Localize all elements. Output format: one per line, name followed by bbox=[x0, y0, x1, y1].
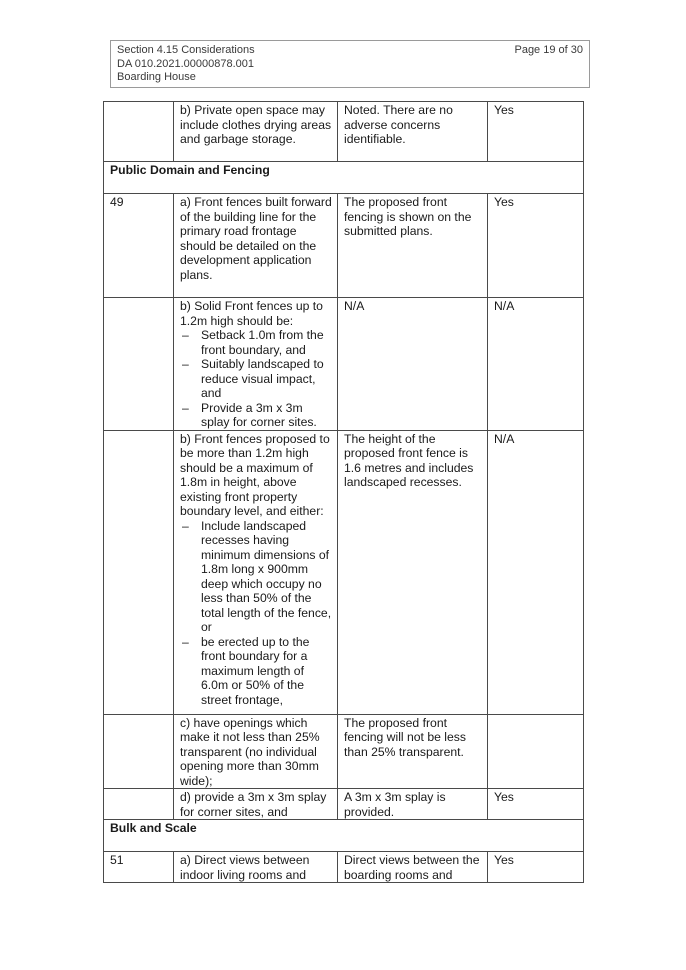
table-row bbox=[104, 852, 584, 883]
control-intro: b) Front fences proposed to be more than 1.2m high should be a maximum of 1.8m in height, above existing front property boundary level, and either: bbox=[180, 431, 330, 518]
table-row bbox=[104, 789, 584, 820]
complies-value: N/A bbox=[488, 298, 584, 431]
list-item: – Include landscaped recesses having minimum dimensions of 1.8m long x 900mm deep which occupy no less than 50% of the total length of the fence, or bbox=[180, 519, 332, 635]
clause-number: 49 bbox=[104, 194, 174, 298]
header-section-title: Section 4.15 Considerations bbox=[117, 44, 255, 56]
list-item: – Provide a 3m x 3m splay for corner sites. bbox=[180, 401, 332, 430]
control-text bbox=[174, 298, 338, 431]
table-row bbox=[104, 430, 584, 714]
section-row bbox=[104, 162, 584, 194]
header-da-number: DA 010.2021.00000878.001 bbox=[117, 57, 255, 70]
comment-text: N/A bbox=[338, 298, 488, 431]
control-text: a) Direct views between indoor living rooms and bbox=[174, 852, 338, 883]
control-bullet-list bbox=[180, 328, 332, 430]
control-text bbox=[174, 430, 338, 714]
clause-number-blank bbox=[104, 298, 174, 431]
clause-number-blank bbox=[104, 714, 174, 789]
control-text: b) Private open space may include clothes drying areas and garbage storage. bbox=[174, 102, 338, 162]
table-row bbox=[104, 298, 584, 431]
section-heading-bulk-scale: Bulk and Scale bbox=[104, 820, 584, 852]
clause-number bbox=[104, 102, 174, 162]
table-row bbox=[104, 194, 584, 298]
clause-number: 51 bbox=[104, 852, 174, 883]
comment-text: Direct views between the boarding rooms and bbox=[338, 852, 488, 883]
control-text: c) have openings which make it not less than 25% transparent (no individual opening more than 30mm wide); bbox=[174, 714, 338, 789]
complies-value: Yes bbox=[488, 789, 584, 820]
table-row bbox=[104, 714, 584, 789]
control-intro: b) Solid Front fences up to 1.2m high should be: bbox=[180, 299, 323, 328]
comment-text: The height of the proposed front fence is 1.6 metres and includes landscaped recesses. bbox=[338, 430, 488, 714]
complies-value: Yes bbox=[488, 194, 584, 298]
complies-value: Yes bbox=[488, 852, 584, 883]
compliance-table bbox=[103, 101, 584, 883]
comment-text: Noted. There are no adverse concerns identifiable. bbox=[338, 102, 488, 162]
complies-value: N/A bbox=[488, 430, 584, 714]
page-header bbox=[110, 40, 590, 88]
list-item: – Suitably landscaped to reduce visual impact, and bbox=[180, 357, 332, 401]
list-item: – be erected up to the front boundary for a maximum length of 6.0m or 50% of the street frontage, bbox=[180, 635, 332, 708]
list-item: – Setback 1.0m from the front boundary, and bbox=[180, 328, 332, 357]
section-heading-public-domain: Public Domain and Fencing bbox=[104, 162, 584, 194]
clause-number-blank bbox=[104, 430, 174, 714]
comment-text: The proposed front fencing will not be less than 25% transparent. bbox=[338, 714, 488, 789]
header-development-type: Boarding House bbox=[117, 71, 196, 83]
table-row bbox=[104, 102, 584, 162]
complies-value: Yes bbox=[488, 102, 584, 162]
control-bullet-list bbox=[180, 519, 332, 708]
comment-text: A 3m x 3m splay is provided. bbox=[338, 789, 488, 820]
page-number: Page 19 of 30 bbox=[514, 44, 583, 56]
clause-number-blank bbox=[104, 789, 174, 820]
control-text: a) Front fences built forward of the building line for the primary road frontage should be detailed on the development application plans. bbox=[174, 194, 338, 298]
section-row bbox=[104, 820, 584, 852]
control-text: d) provide a 3m x 3m splay for corner sites, and bbox=[174, 789, 338, 820]
comment-text: The proposed front fencing is shown on the submitted plans. bbox=[338, 194, 488, 298]
complies-value bbox=[488, 714, 584, 789]
